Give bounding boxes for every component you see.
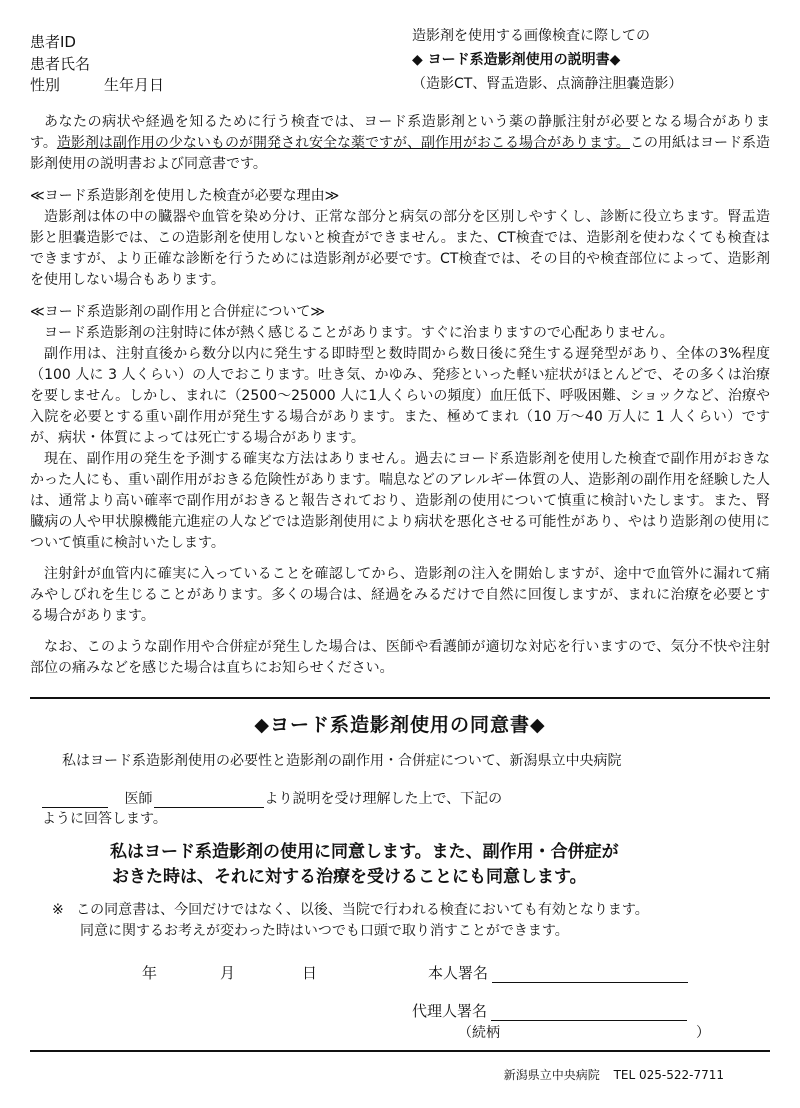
intro-text: あなたの病状や経過を知るために行う検査では、ヨード系造影剤という薬の静脈注射が必要となる場合があります。 xyxy=(30,114,770,151)
consent-agreement-statement xyxy=(110,840,619,890)
doctor-line xyxy=(42,788,502,808)
proxy-signature-row xyxy=(412,1000,687,1021)
side-effects-paragraph-2: 副作用は、注射直後から数分以内に発生する即時型と数時間から数日後に発生する遅発型があり、全体の3%程度（100 人に 3 人くらい）の人でおこります。吐き気、かゆみ、発疹といった軽い症状がほとんどで、その多くは治療を要しません。しかし、まれに（2500〜25000 人に1人くらいの頻度）血圧低下、呼吸困難、ショックなど、治療や入院を必要とする重い副作用が発生する場合があります。また、極めてまれ（10 万〜40 万人に 1 人くらい）ですが、病状・体質によっては死亡する場合があります。 xyxy=(30,346,770,446)
sex-label: 性別 xyxy=(30,76,61,94)
reason-paragraph: 造影剤は体の中の臓器や血管を染め分け、正常な部分と病気の部分を区別しやすくし、診断に役立ちます。腎盂造影と胆嚢造影では、この造影剤を使用しないと検査ができません。また、CT検査では、造影剤を使わなくても検査はできますが、より正確な診断を行うためには造影剤が必要です。CT検査では、その目的や検査部位によって、造影剤を使用しない場合もあります。 xyxy=(30,209,770,288)
consent-intro: 私はヨード系造影剤使用の必要性と造影剤の副作用・合併症について、新潟県立中央病院 xyxy=(62,753,622,769)
side-effects-heading: ≪ヨード系造影剤の副作用と合併症について≫ xyxy=(30,304,326,320)
consent-title: ◆ヨード系造影剤使用の同意書◆ xyxy=(254,714,546,736)
date-month-label: 月 xyxy=(220,964,236,982)
dob-label: 生年月日 xyxy=(104,76,165,94)
proxy-signature-label: 代理人署名 xyxy=(412,1002,488,1020)
patient-info-block xyxy=(30,32,164,97)
relation-open: （続柄 xyxy=(458,1025,500,1041)
proxy-signature-field[interactable] xyxy=(491,1004,687,1021)
reason-section xyxy=(30,186,770,291)
agreement-line-2: おきた時は、それに対する治療を受けることにも同意します。 xyxy=(112,867,587,887)
intro-paragraph xyxy=(30,112,770,175)
reason-heading: ≪ヨード系造影剤を使用した検査が必要な理由≫ xyxy=(30,188,340,204)
document-subtitle: 造影剤を使用する画像検査に際しての xyxy=(412,28,650,44)
side-effects-paragraph-4: 注射針が血管内に確実に入っていることを確認してから、造影剤の注入を開始しますが、途中で血管外に漏れて痛みやしびれを生じることがあります。多くの場合は、経過をみるだけで自然に回復しますが、まれに治療を必要とする場合があります。 xyxy=(30,566,770,624)
document-title-block xyxy=(412,24,682,96)
consent-line-3: ように回答します。 xyxy=(42,811,167,827)
self-signature-row xyxy=(428,962,688,983)
document-scope: （造影CT、腎盂造影、点滴静注胆嚢造影） xyxy=(412,76,683,92)
section-divider-top xyxy=(30,697,770,699)
footer xyxy=(504,1066,724,1083)
agreement-line-1: 私はヨード系造影剤の使用に同意します。また、副作用・合併症が xyxy=(110,842,619,862)
self-signature-field[interactable] xyxy=(492,966,688,983)
footer-tel: TEL 025-522-7711 xyxy=(613,1068,724,1082)
side-effects-paragraph-1: ヨード系造影剤の注射時に体が熱く感じることがあります。すぐに治まりますので心配ありません。 xyxy=(44,325,674,341)
section-divider-bottom xyxy=(30,1050,770,1052)
sex-dob-row xyxy=(30,75,164,97)
relation-row xyxy=(458,1022,710,1042)
note-line-2: 同意に関するお考えが変わった時はいつでも口頭で取り消すことができます。 xyxy=(80,923,569,939)
side-effects-paragraph-5: なお、このような副作用や合併症が発生した場合は、医師や看護師が適切な対応を行いますので、気分不快や注射部位の痛みなどを感じた場合は直ちにお知らせください。 xyxy=(30,639,770,676)
patient-id-label: 患者ID xyxy=(30,33,76,51)
date-year-label: 年 xyxy=(142,964,158,982)
note-mark: ※ xyxy=(52,902,64,918)
doctor-label: 医師 xyxy=(124,791,153,807)
department-blank-field[interactable] xyxy=(42,791,108,808)
intro-purpose: この用紙はヨード系造影剤使用の説明書および同意書です。 xyxy=(30,135,770,172)
intro-warning-underlined: 造影剤は副作用の少ないものが開発され安全な薬ですが、副作用がおこる場合があります。 xyxy=(56,135,630,151)
side-effects-paragraph-3: 現在、副作用の発生を予測する確実な方法はありません。過去にヨード系造影剤を使用した検査で副作用がおきなかった人にも、重い副作用がおきる危険性があります。喘息などのアレルギー体質の人、造影剤の副作用を経験した人は、通常より高い確率で副作用がおきると報告されており、造影剤の使用について慎重に検討いたします。また、腎臓病の人や甲状腺機能亢進症の人などでは造影剤使用により病状を悪化させる可能性があり、やはり造影剤の使用について慎重に検討いたします。 xyxy=(30,451,770,551)
date-day-label: 日 xyxy=(302,964,318,982)
note-line-1: この同意書は、今回だけではなく、以後、当院で行われる検査においても有効となります。 xyxy=(76,902,649,918)
footer-hospital: 新潟県立中央病院 xyxy=(503,1068,600,1082)
self-signature-label: 本人署名 xyxy=(428,964,489,982)
doctor-after-text: より説明を受け理解した上で、下記の xyxy=(264,791,503,807)
relation-close: ） xyxy=(696,1025,710,1041)
side-effects-section xyxy=(30,302,770,679)
intro-section xyxy=(30,112,770,175)
consent-note xyxy=(52,900,649,942)
document-title: ◆ ヨード系造影剤使用の説明書◆ xyxy=(412,52,621,68)
patient-name-label: 患者氏名 xyxy=(30,54,91,73)
doctor-name-blank-field[interactable] xyxy=(154,791,264,808)
